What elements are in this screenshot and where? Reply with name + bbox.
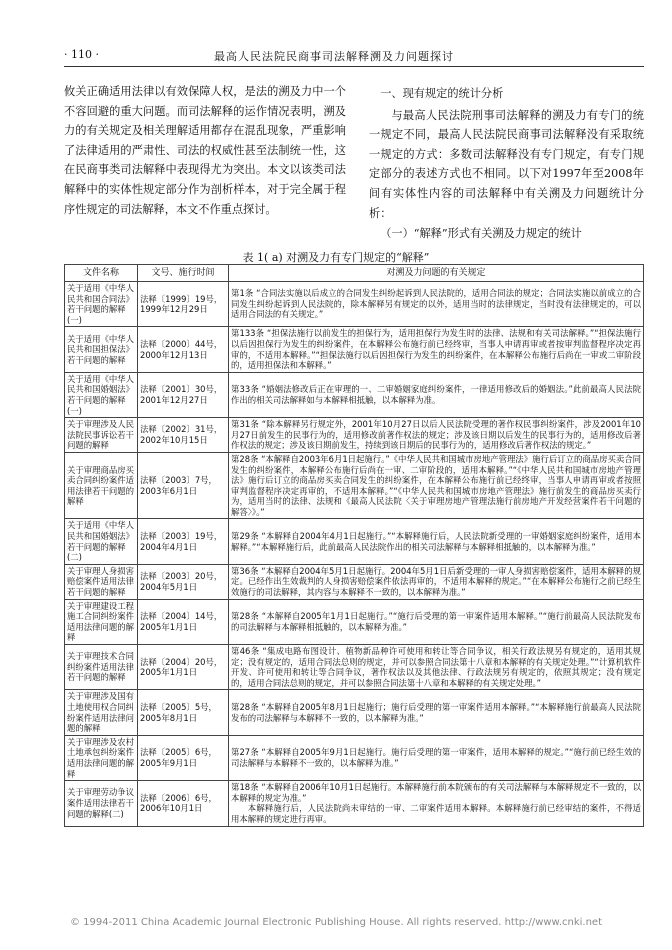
table-row xyxy=(65,452,644,519)
body-paragraph: 攸关正确适用法律以有效保障人权，是法的溯及力中一个不容回避的重大问题。而司法解释的运作情况表明，溯及力的有关规定及相关理解适用都存在混乱现象，严重影响了法律适用的严肃性、司法的权威性甚至法制统一性，这在民商事类司法解释中表现得尤为突出。本文以该类司法解释中的实体性规定部分作为剖析样本，对于完全属于程序性规定的司法解释，本文不作重点探讨。 xyxy=(64,85,346,216)
table-row xyxy=(65,599,644,644)
doc-name-cell: 关于审理涉及人民法院民事诉讼若干问题的解释 xyxy=(65,418,138,453)
doc-name-cell: 关于适用《中华人民共和国合同法》若干问题的解释(一) xyxy=(65,282,138,327)
table-caption: 表 1( a) 对溯及力有专门规定的“解释” xyxy=(242,251,430,264)
doc-name-cell: 关于适用《中华人民共和国婚姻法》若干问题的解释(二) xyxy=(65,519,138,564)
body-paragraph: 与最高人民法院刑事司法解释的溯及力有专门的统一规定不同，最高人民法院民商事司法解释没有采取统一规定的方式：多数司法解释没有专门规定，有专门规定部分的表述方式也不相同。以下对1997年至2008年间有实体性内容的司法解释中有关溯及力问题统计分析： xyxy=(369,108,644,220)
doc-ref-cell: 法释〔2003〕19号，2004年4月1日 xyxy=(138,519,229,564)
rule-text: 第18条 “本解释自2006年10月1日起施行。本解释施行前本院颁布的有关司法解释与本解释规定不一致的，以本解释的规定为准。” xyxy=(231,782,641,803)
two-column-text xyxy=(64,82,644,241)
column-header-name: 文件名称 xyxy=(65,265,138,282)
table-row xyxy=(65,781,644,826)
page-number: · 110 · xyxy=(64,48,99,61)
table-row xyxy=(65,645,644,690)
table-row xyxy=(65,735,644,780)
table-row xyxy=(65,690,644,735)
rule-cell: 第28条 “本解释自2005年1月1日起施行。”“施行后受理的第一审案件适用本解释。”“施行前最高人民法院发布的司法解释与本解释相抵触的，以本解释为准。” xyxy=(229,599,644,644)
retroactivity-table xyxy=(64,264,644,827)
column-header-ref: 文号、施行时间 xyxy=(138,265,229,282)
rule-cell: 第33条 “婚姻法修改后正在审理的一、二审婚姻家庭纠纷案件，一律适用修改后的婚姻法。”此前最高人民法院作出的相关司法解释如与本解释相抵触，以本解释为准。 xyxy=(229,372,644,417)
doc-name-cell: 关于审理涉及国有土地使用权合同纠纷案件适用法律问题的解释 xyxy=(65,690,138,735)
doc-name-cell: 关于适用《中华人民共和国担保法》若干问题的解释 xyxy=(65,327,138,372)
right-column xyxy=(369,82,644,244)
doc-name-cell: 关于审理涉及农村土地承包纠纷案件适用法律问题的解释 xyxy=(65,735,138,780)
doc-name-cell: 关于审理商品房买卖合同纠纷案件适用法律若干问题的解释 xyxy=(65,452,138,519)
running-header xyxy=(64,48,644,67)
rule-cell: 第36条 “本解释自2004年5月1日起施行。2004年5月1日后新受理的一审人身损害赔偿案件，适用本解释的规定。已经作出生效裁判的人身损害赔偿案件依法再审的，不适用本解释的规定。”“在本解释公布施行之前已经生效施行的司法解释，其内容与本解释不一致的，以本解释为准。” xyxy=(229,564,644,599)
table-header-row xyxy=(65,265,644,282)
doc-ref-cell: 法释〔2004〕20号，2005年1月1日 xyxy=(138,645,229,690)
table-row xyxy=(65,327,644,372)
doc-name-cell: 关于审理劳动争议案件适用法律若干问题的解释(二) xyxy=(65,781,138,826)
column-header-rule: 对溯及力问题的有关规定 xyxy=(229,265,644,282)
doc-ref-cell: 法释〔2003〕20号，2004年5月1日 xyxy=(138,564,229,599)
copyright-footer: © 1994-2011 China Academic Journal Electronic Publishing House. All rights reserved. http://www.cnki.net xyxy=(70,917,602,928)
table-row xyxy=(65,282,644,327)
doc-ref-cell: 法释〔2005〕5号，2005年8月1日 xyxy=(138,690,229,735)
rule-cell: 第46条 “集成电路布图设计、植物新品种许可使用和转让等合同争议，相关行政法规另有规定的，适用其规定；没有规定的，适用合同法总则的规定，并可以参照合同法第十八章和本解释的有关规定处理。”“计算机软件开发、许可使用和转让等合同争议，著作权法以及其他法律、行政法规另有规定的，依照其规定；没有规定的，适用合同法总则的规定，并可以参照合同法第十八章和本解释的有关规定处理。” xyxy=(229,645,644,690)
doc-ref-cell: 法释〔2002〕31号，2002年10月15日 xyxy=(138,418,229,453)
doc-name-cell: 关于审理建设工程施工合同纠纷案件适用法律问题的解释 xyxy=(65,599,138,644)
rule-cell: 第27条 “本解释自2005年9月1日起施行。施行后受理的第一审案件，适用本解释的规定。”“施行前已经生效的司法解释与本解释不一致的，以本解释为准。” xyxy=(229,735,644,780)
table-row xyxy=(65,564,644,599)
doc-ref-cell: 法释〔2000〕44号，2000年12月13日 xyxy=(138,327,229,372)
doc-ref-cell: 法释〔2004〕14号，2005年1月1日 xyxy=(138,599,229,644)
section-heading: 一、现有规定的统计分析 xyxy=(380,87,504,100)
left-column xyxy=(64,82,346,219)
table-row xyxy=(65,418,644,453)
rule-note: 本解释施行后，人民法院尚未审结的一审、二审案件适用本解释。本解释施行前已经审结的案件，不得适用本解释的规定进行再审。 xyxy=(231,803,641,824)
rule-cell: 第1条 “合同法实施以后成立的合同发生纠纷起诉到人民法院的，适用合同法的规定；合同法实施以前成立的合同发生纠纷起诉到人民法院的，除本解释另有规定的以外，适用当时的法律规定，当时没有法律规定的，可以适用合同法的有关规定。” xyxy=(229,282,644,327)
subsection-heading: （一）“解释”形式有关溯及力规定的统计 xyxy=(380,227,582,241)
rule-cell: 第28条 “本解释自2003年6月1日起施行。”《中华人民共和国城市房地产管理法》施行后订立的商品房买卖合同发生的纠纷案件，本解释公布施行后尚在一审、二审阶段的，适用本解释。”“《中华人民共和国城市房地产管理法》施行后订立的商品房买卖合同发生的纠纷案件，在本解释公布施行前已经终审，当事人申请再审或者按照审判监督程序决定再审的，不适用本解释。”“《中华人民共和国城市房地产管理法》施行前发生的商品房买卖行为，适用当时的法律、法规和《最高人民法院〈关于审理房地产管理法施行前房地产开发经营案件若干问题的解答〉》。” xyxy=(229,452,644,519)
doc-ref-cell: 法释〔2001〕30号，2001年12月27日 xyxy=(138,372,229,417)
table-row xyxy=(65,519,644,564)
doc-name-cell: 关于适用《中华人民共和国婚姻法》若干问题的解释(一) xyxy=(65,372,138,417)
rule-cell xyxy=(229,781,644,826)
doc-ref-cell: 法释〔2006〕6号，2006年10月1日 xyxy=(138,781,229,826)
doc-ref-cell: 法释〔2003〕7号，2003年6月1日 xyxy=(138,452,229,519)
running-title: 最高人民法院民商事司法解释溯及力问题探讨 xyxy=(214,50,454,63)
rule-cell: 第28条 “本解释自2005年8月1日起施行；施行后受理的第一审案件适用本解释。”“本解释施行前最高人民法院发布的司法解释与本解释不一致的，以本解释为准。” xyxy=(229,690,644,735)
table-row xyxy=(65,372,644,417)
rule-cell: 第133条 “担保法施行以前发生的担保行为，适用担保行为发生时的法律、法规和有关司法解释。”“担保法施行以后因担保行为发生的纠纷案件，在本解释公布施行前已经终审，当事人申请再审或者按审判监督程序决定再审的，不适用本解释。”“担保法施行以后因担保行为发生的纠纷案件，在本解释公布施行后尚在一审或二审阶段的，适用担保法和本解释。” xyxy=(229,327,644,372)
doc-name-cell: 关于审理人身损害赔偿案件适用法律若干问题的解释 xyxy=(65,564,138,599)
rule-cell: 第31条 “除本解释另行规定外，2001年10月27日以后人民法院受理的著作权民事纠纷案件，涉及2001年10月27日前发生的民事行为的，适用修改前著作权法的规定；涉及该日期以后发生的民事行为的，适用修改后著作权法的规定；涉及该日期前发生，持续到该日期后的民事行为的，适用修改后著作权法的规定。” xyxy=(229,418,644,453)
doc-name-cell: 关于审理技术合同纠纷案件适用法律若干问题的解释 xyxy=(65,645,138,690)
doc-ref-cell: 法释〔2005〕6号，2005年9月1日 xyxy=(138,735,229,780)
rule-cell: 第29条 “本解释自2004年4月1日起施行。”“本解释施行后，人民法院新受理的一审婚姻家庭纠纷案件，适用本解释。”“本解释施行后，此前最高人民法院作出的相关司法解释与本解释相抵触的，以本解释为准。” xyxy=(229,519,644,564)
doc-ref-cell: 法释〔1999〕19号，1999年12月29日 xyxy=(138,282,229,327)
